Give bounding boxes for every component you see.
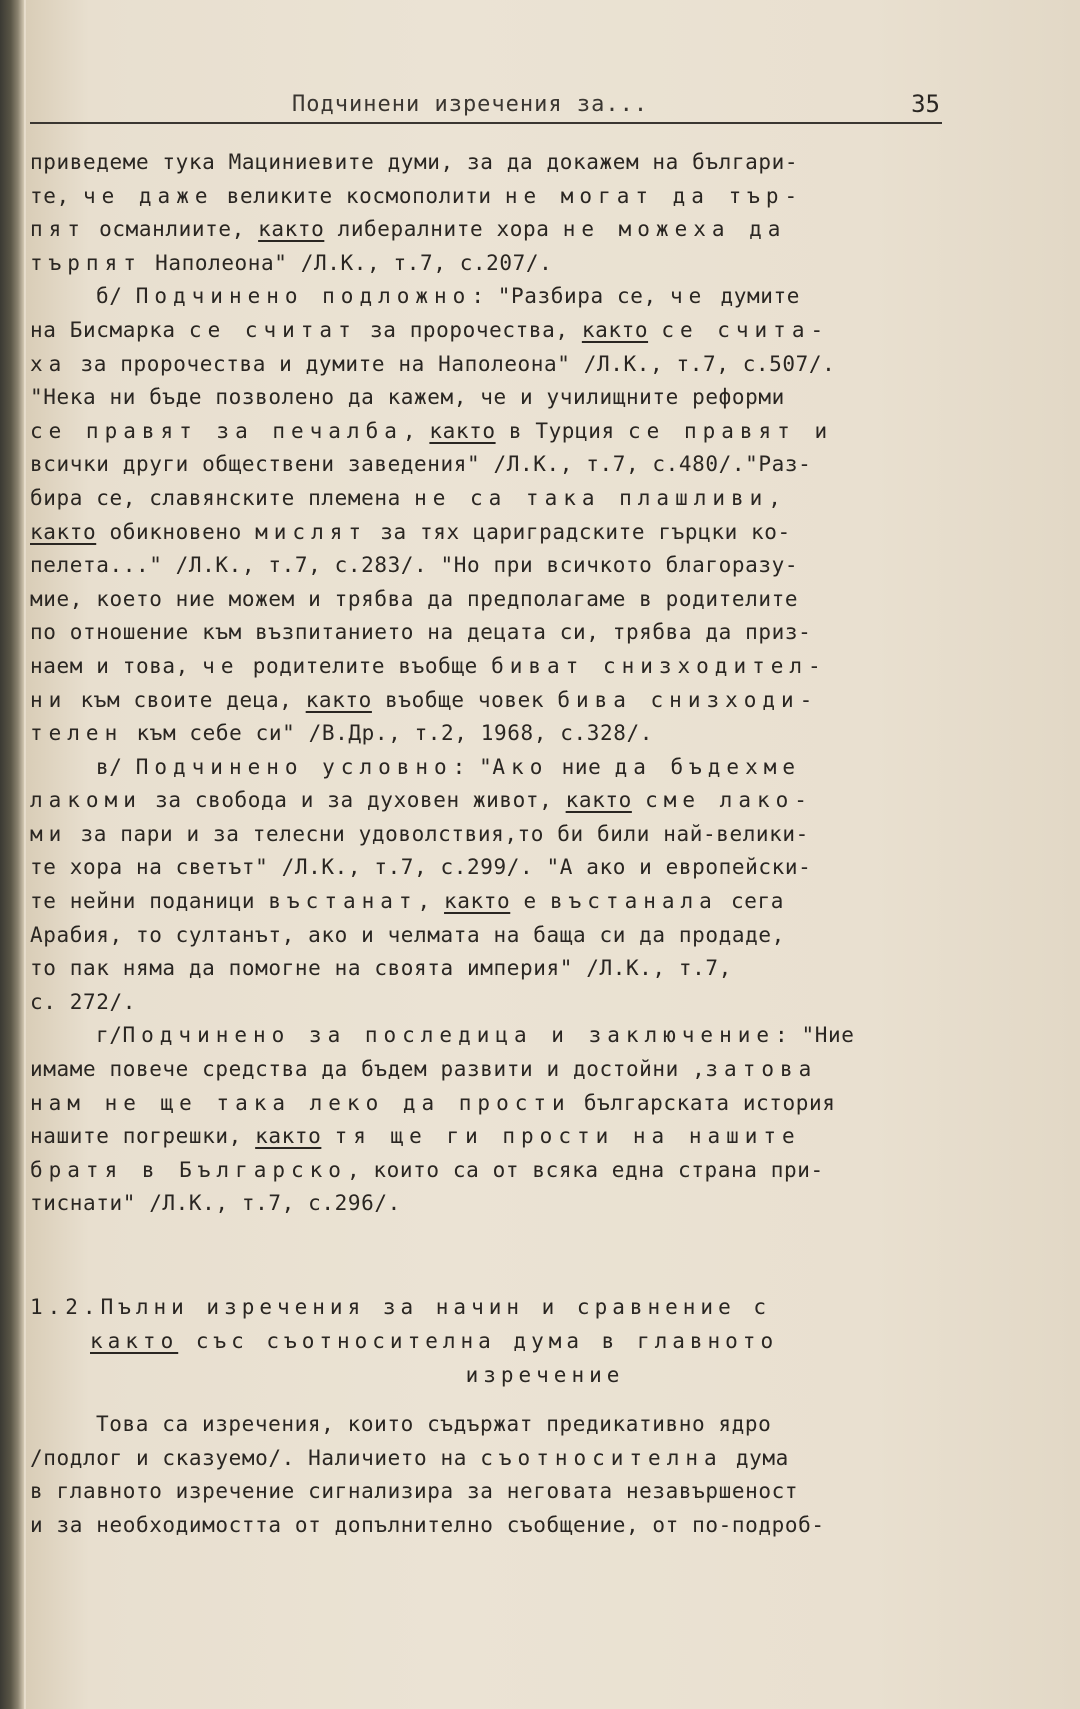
spaced-text: въстанат (268, 889, 418, 914)
text-line (30, 1120, 1020, 1154)
spaced-text: Ако (492, 754, 549, 779)
text-line (30, 549, 1020, 583)
text-run: за тях цариградските гърцки ко- (367, 519, 791, 544)
spaced-text: ха (30, 351, 68, 376)
text-line (30, 448, 1020, 482)
spaced-text: затова (705, 1057, 818, 1082)
text-run: българската история (570, 1090, 836, 1115)
text-run: , (417, 889, 445, 914)
text-run: б/ (96, 284, 136, 309)
spaced-text: пят (30, 217, 86, 242)
text-run: имаме повече средства да бъдем развити и достойни , (30, 1057, 706, 1082)
text-run: те, (30, 183, 83, 208)
underlined-word: както (258, 217, 325, 242)
section-heading-line-3: изречение (465, 1363, 625, 1387)
text-run (632, 788, 645, 812)
text-run: за свобода и за духовен живот, (141, 788, 566, 813)
text-line (30, 1187, 1020, 1221)
text-run: "Нека ни бъде позволено да кажем, че и училищните реформи (30, 385, 785, 410)
text-run: нашите погрешки, (30, 1124, 256, 1149)
spaced-text: Подчинено за последица и заключение (122, 1023, 776, 1048)
text-line (30, 986, 1020, 1020)
underlined-word: както (444, 889, 511, 914)
spaced-text: лакоми (30, 788, 142, 813)
underlined-word: както (255, 1124, 322, 1149)
spaced-text: търпят (30, 250, 142, 275)
text-line (30, 919, 1020, 953)
text-line (30, 851, 1020, 885)
text-run: : "Разбира се, (471, 284, 670, 309)
text-run: за пророчества и думите на Наполеона" /Л.К., т.7, с.507/. (67, 351, 836, 376)
text-line (30, 952, 1020, 986)
text-run: на Бисмарка (30, 317, 189, 342)
text-run: г/ (96, 1023, 123, 1048)
underlined-word: както (565, 788, 632, 813)
text-line (30, 1053, 1020, 1087)
spaced-text: съотносителна (480, 1445, 723, 1470)
section-heading (30, 1290, 1020, 1392)
text-line (30, 616, 1020, 650)
running-head: Подчинени изречения за... (292, 92, 649, 117)
text-run (648, 318, 661, 342)
spaced-text: бива снизходи- (557, 687, 819, 712)
spaced-text: тя ще ги прости на нашите (334, 1124, 801, 1149)
text-run: всички други обществени заведения" /Л.К., т.7, с.480/."Раз- (30, 452, 812, 477)
spaced-text: мислят (255, 519, 367, 544)
text-run: османлиите, (85, 217, 259, 242)
spaced-text: да бъдехме (614, 754, 801, 779)
spaced-text: че (202, 653, 240, 678)
spaced-text: сме лако- (645, 788, 813, 813)
section-heading-line-2: както със съотносителна дума в главното (90, 1329, 779, 1353)
text-line (30, 818, 1020, 852)
section-heading-line-1: 1.2.Пълни изречения за начин и сравнение с (30, 1295, 772, 1319)
text-run (321, 1124, 334, 1148)
text-run: за пророчества, (356, 317, 582, 342)
text-run: думите (707, 284, 800, 309)
spaced-text: че (669, 284, 708, 309)
text-line (30, 1087, 1020, 1121)
text-run: либералните хора (324, 217, 563, 242)
text-line (30, 784, 1020, 818)
text-run: бира се, славянските племена (30, 485, 415, 510)
text-run: родителите въобще (239, 653, 492, 678)
text-run: е (510, 889, 550, 914)
text-line (30, 348, 1020, 382)
text-run: в/ (96, 754, 136, 779)
page-number: 35 (911, 90, 940, 118)
text-line (30, 180, 1020, 214)
spaced-text: Подчинено подложно (135, 284, 472, 309)
spaced-text: не можеха да (562, 217, 787, 242)
underlined-word: както (429, 418, 496, 443)
text-run: пелета..." /Л.К., т.7, с.283/. "Но при всичкото благоразу- (30, 553, 799, 578)
text-run: към своите деца, (67, 687, 306, 712)
book-spine (0, 0, 24, 1709)
text-line (30, 1019, 1020, 1053)
text-line (30, 885, 1020, 919)
text-run: Арабия, то султанът, ако и челмата на баща си да продаде, (30, 922, 785, 947)
spaced-text: въстанала (550, 889, 718, 914)
spaced-text: ми (30, 821, 68, 846)
text-run: великите космополити (213, 183, 505, 208)
text-line (30, 1475, 1020, 1509)
text-run: : " (452, 754, 493, 779)
text-run: за пари и за телесни удоволствия,то би били най-велики- (67, 821, 809, 846)
text-line (30, 1154, 1020, 1188)
text-run: , (768, 485, 782, 510)
text-run: тиснати" /Л.К., т.7, с.296/. (30, 1191, 401, 1216)
text-run: , които са от всяка една страна при- (346, 1157, 824, 1182)
text-run: те хора на светът" /Л.К., т.7, с.299/. "А ако и европейски- (30, 855, 812, 880)
text-line (30, 314, 1020, 348)
text-line (30, 482, 1020, 516)
text-line (30, 146, 1020, 180)
text-line (30, 684, 1020, 718)
text-run: наем и това, (30, 653, 203, 678)
section-paragraph (30, 1408, 1020, 1542)
text-run: обикновено (96, 519, 256, 544)
spaced-text: се правят за печалба (30, 418, 403, 443)
text-run: Това са изречения, които съдържат предикативно ядро (96, 1412, 772, 1436)
text-run: Наполеона" /Л.К., т.7, с.207/. (141, 250, 553, 275)
text-line (30, 280, 1020, 314)
text-line (30, 717, 1020, 751)
text-line (30, 247, 1020, 281)
text-line (30, 583, 1020, 617)
spaced-text: се считат (188, 317, 357, 342)
text-line (30, 516, 1020, 550)
text-run: в главното изречение сигнализира за неговата незавършеност (30, 1479, 799, 1504)
text-run: дума (722, 1445, 789, 1470)
spaced-text: се счита- (661, 317, 830, 342)
text-run: мие, което ние можем и трябва да предполагаме в родителите (30, 586, 799, 611)
text-line (30, 1408, 1020, 1442)
spaced-text: не могат да тър- (504, 183, 804, 208)
spaced-text: Подчинено условно (135, 754, 453, 779)
text-line (30, 650, 1020, 684)
page-header (30, 92, 942, 124)
text-run: по отношение към възпитанието на децата си, трябва да приз- (30, 620, 812, 645)
text-run: , (402, 418, 430, 443)
spaced-text: биват снизходител- (491, 653, 827, 678)
text-run: и за необходимостта от допълнително съобщение, от по-подроб- (30, 1512, 825, 1537)
text-run: с. 272/. (30, 989, 136, 1014)
text-run: : "Ние (775, 1023, 855, 1048)
underlined-word: както (30, 519, 97, 544)
text-line (30, 1442, 1020, 1476)
text-line (30, 415, 1020, 449)
underlined-word: както (581, 317, 649, 342)
spaced-text: братя в Българско (30, 1157, 347, 1182)
text-run: те нейни поданици (30, 889, 269, 914)
text-run: то пак няма да помогне на своята империя" /Л.К., т.7, (30, 956, 732, 981)
text-line (30, 213, 1020, 247)
text-run: въобще човек (371, 687, 558, 712)
text-run: сега (717, 889, 785, 914)
text-run: приведеме тука Мациниевите думи, за да докажем на българи- (30, 150, 799, 174)
spaced-text: се правят и (628, 418, 834, 443)
underlined-word: както (305, 687, 372, 712)
text-run: към себе си" /В.Др., т.2, 1968, с.328/. (123, 721, 653, 746)
text-run: в Турция (495, 418, 629, 443)
text-line (30, 1509, 1020, 1543)
spaced-text: нам не ще така леко да прости (30, 1090, 571, 1115)
spaced-text: че даже (82, 183, 214, 208)
spaced-text: ни (30, 687, 68, 712)
text-run: ние (548, 754, 615, 779)
text-line (30, 751, 1020, 785)
text-run: /подлог и сказуемо/. Наличието на (30, 1445, 481, 1470)
text-line (30, 381, 1020, 415)
spaced-text: не са така плашливи (414, 485, 769, 510)
main-text (30, 146, 1020, 1221)
spaced-text: телен (30, 721, 124, 746)
